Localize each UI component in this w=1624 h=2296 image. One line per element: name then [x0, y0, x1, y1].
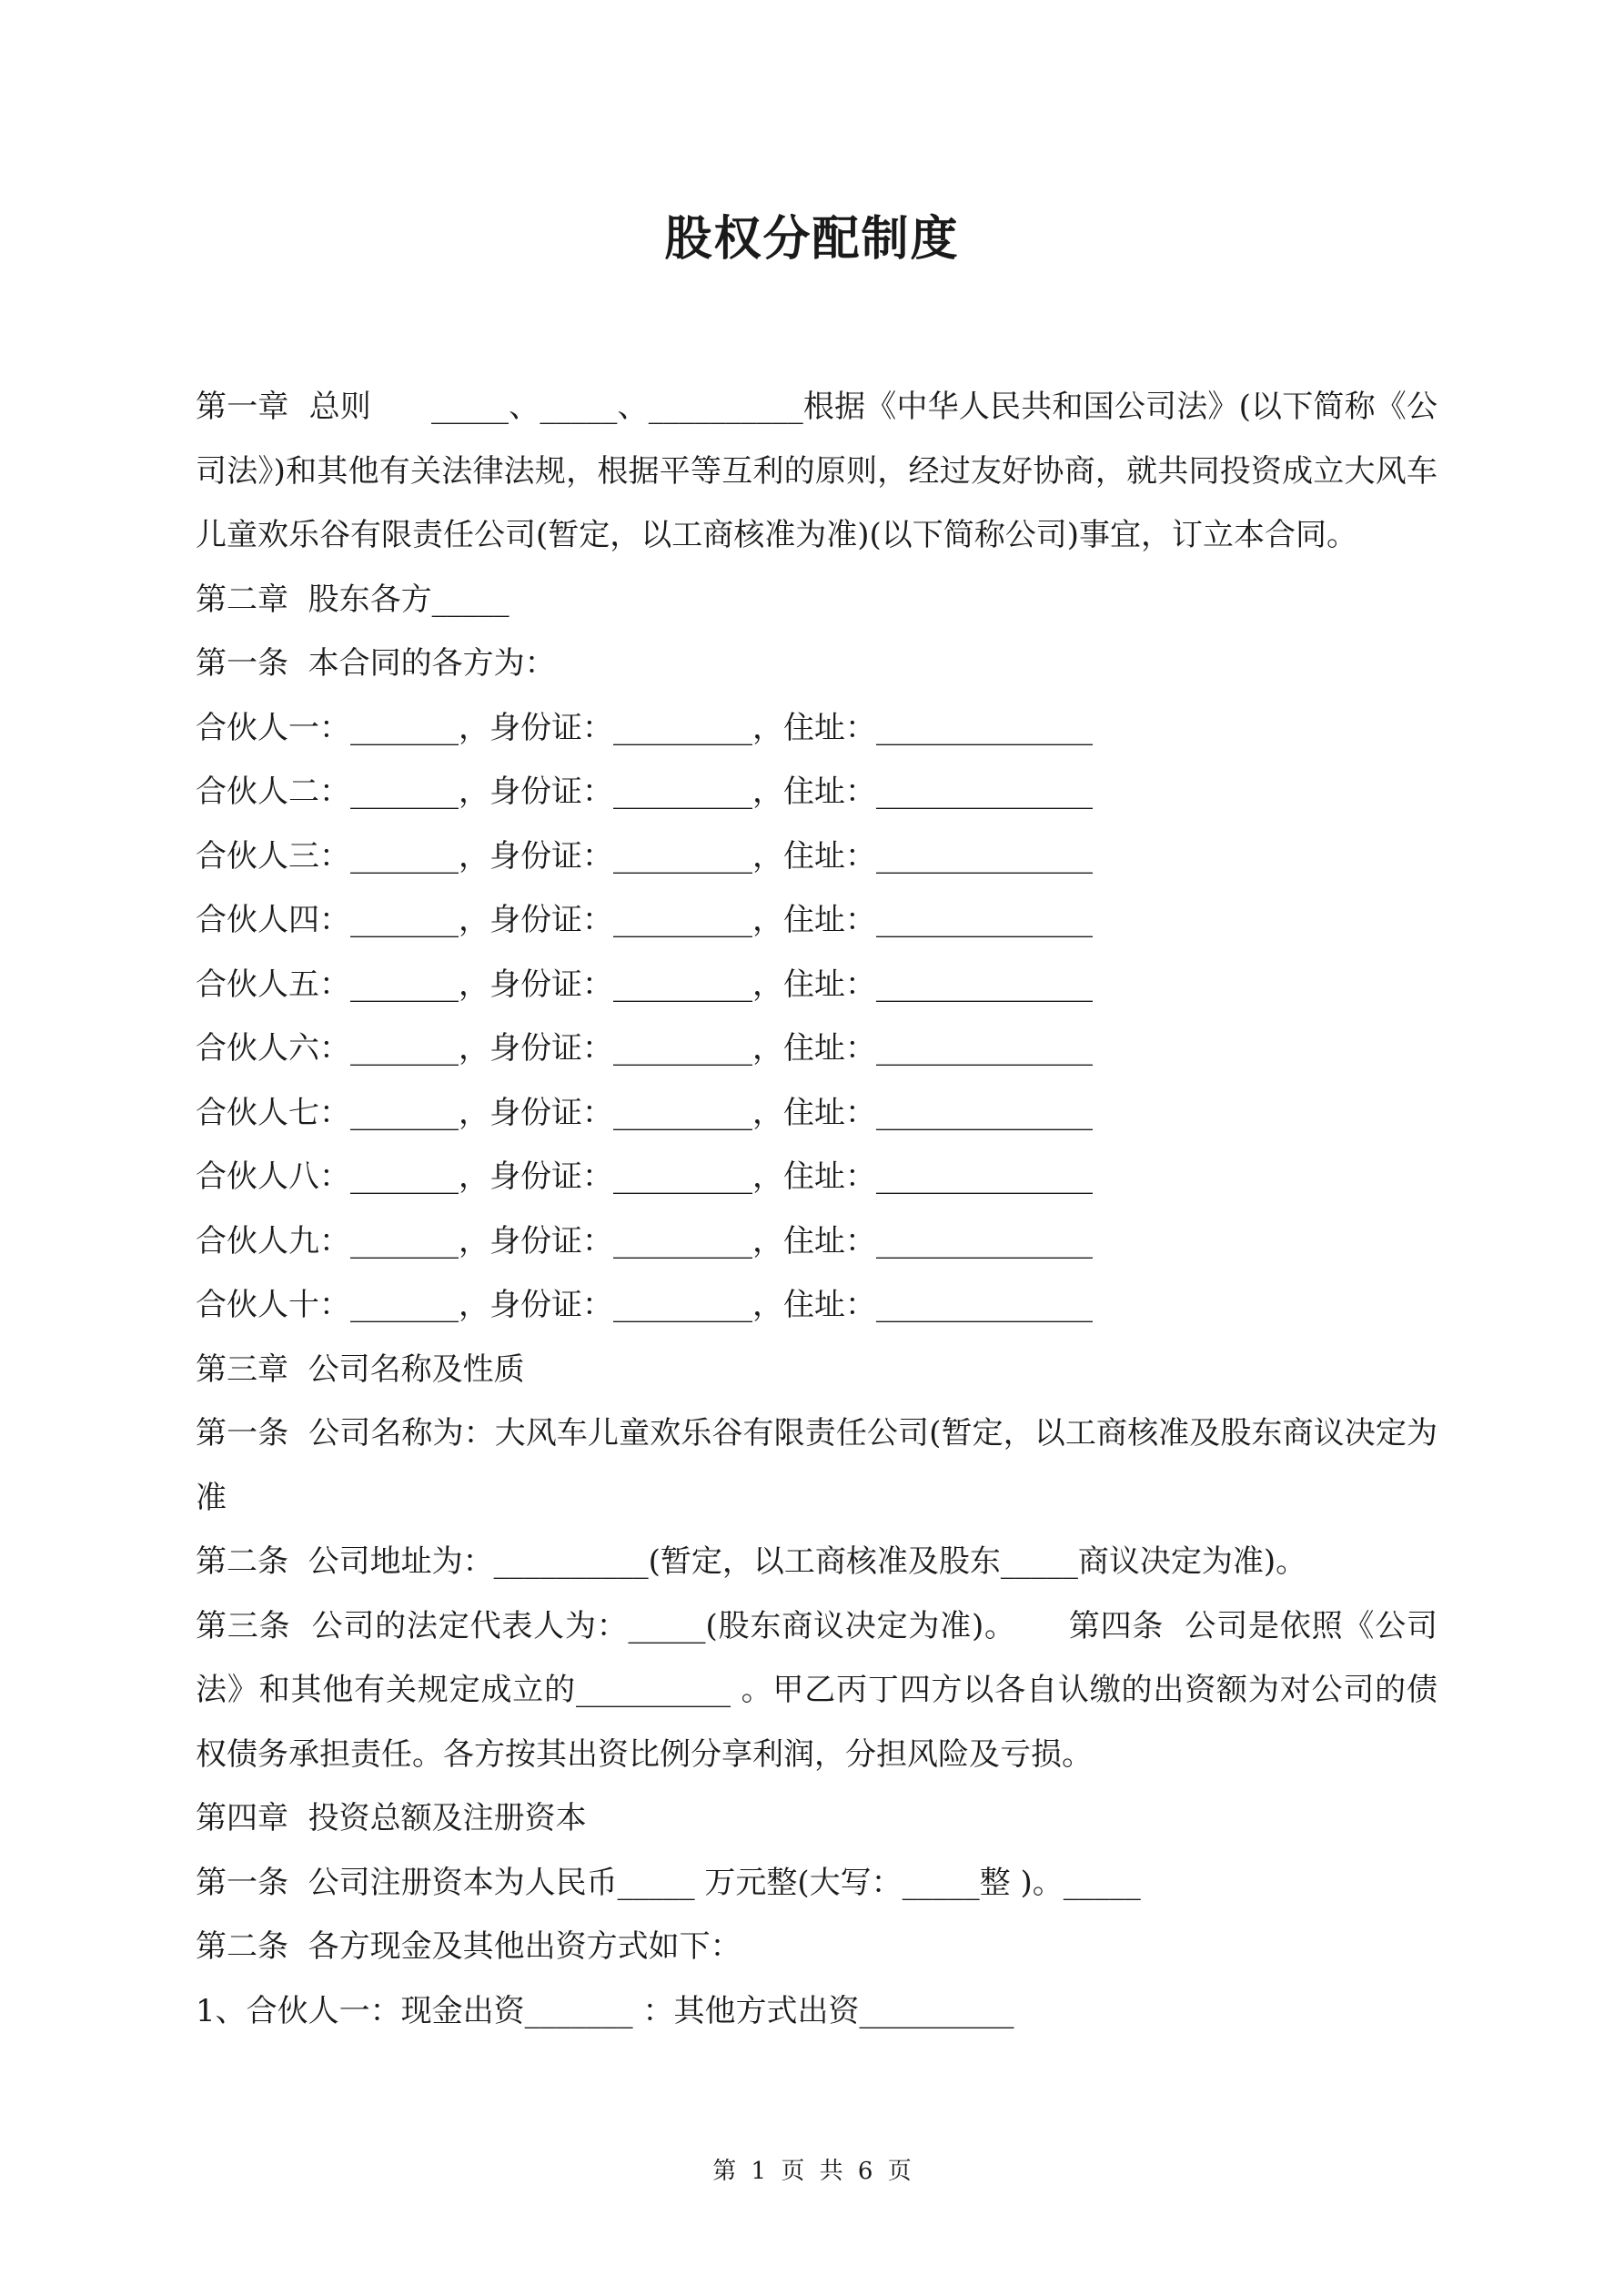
paragraph-chapter1-general: 第一章 总则 _____、_____、__________根据《中华人民共和国公司法》(以下简称《公司法》)和其他有关法律法规，根据平等互利的原则，经过友好协商，就共同投资成立大风车儿童欢乐谷有限责任公司(暂定，以工商核准为准)(以下简称公司)事宜，订立本合同。: [196, 389, 1437, 553]
paragraph-chapter4-heading: 第四章 投资总额及注册资本: [196, 1800, 587, 1836]
paragraph-chapter2-heading: 第二章 股东各方_____: [196, 581, 509, 618]
paragraph-contribution-methods: 第二条 各方现金及其他出资方式如下：: [196, 1928, 741, 1965]
partner-line-1: 合伙人一：_______，身份证：_________，住址：______________: [196, 709, 1093, 746]
partner-line-5: 合伙人五：_______，身份证：_________，住址：______________: [196, 966, 1093, 1003]
paragraph-company-address: 第二条 公司地址为：__________(暂定，以工商核准及股东_____商议决定为准)。: [196, 1543, 1307, 1580]
paragraph-registered-capital: 第一条 公司注册资本为人民币_____ 万元整(大写：_____整 )。_____: [196, 1864, 1141, 1901]
partner-line-2: 合伙人二：_______，身份证：_________，住址：______________: [196, 774, 1093, 810]
partner-line-4: 合伙人四：_______，身份证：_________，住址：______________: [196, 902, 1093, 938]
paragraph-legal-representative: 第三条 公司的法定代表人为：_____(股东商议决定为准)。 第四条 公司是依照《公司法》和其他有关规定成立的__________ 。甲乙丙丁四方以各自认缴的出资额为对公司的债权债务承担责任。各方按其出资比例分享利润，分担风险及亏损。: [196, 1607, 1437, 1773]
partner-line-6: 合伙人六：_______，身份证：_________，住址：______________: [196, 1030, 1093, 1067]
partner-line-7: 合伙人七：_______，身份证：_________，住址：______________: [196, 1094, 1093, 1131]
document-title: 股权分配制度: [664, 211, 960, 267]
partner-line-9: 合伙人九：_______，身份证：_________，住址：______________: [196, 1222, 1093, 1259]
partner-line-10: 合伙人十：_______，身份证：_________，住址：______________: [196, 1287, 1093, 1323]
page-number-footer: 第 1 页 共 6 页: [712, 2158, 912, 2185]
paragraph-partner1-contribution: 1、合伙人一：现金出资_______ ：其他方式出资__________: [196, 1992, 1014, 2029]
partner-line-3: 合伙人三：_______，身份证：_________，住址：______________: [196, 837, 1093, 875]
paragraph-company-name: 第一条 公司名称为：大风车儿童欢乐谷有限责任公司(暂定，以工商核准及股东商议决定为准: [196, 1415, 1437, 1516]
document-body: [196, 375, 1437, 2043]
paragraph-chapter3-heading: 第三章 公司名称及性质: [196, 1350, 525, 1388]
partner-line-8: 合伙人八：_______，身份证：_________，住址：______________: [196, 1158, 1093, 1195]
paragraph-article1-parties: 第一条 本合同的各方为：: [196, 645, 556, 682]
